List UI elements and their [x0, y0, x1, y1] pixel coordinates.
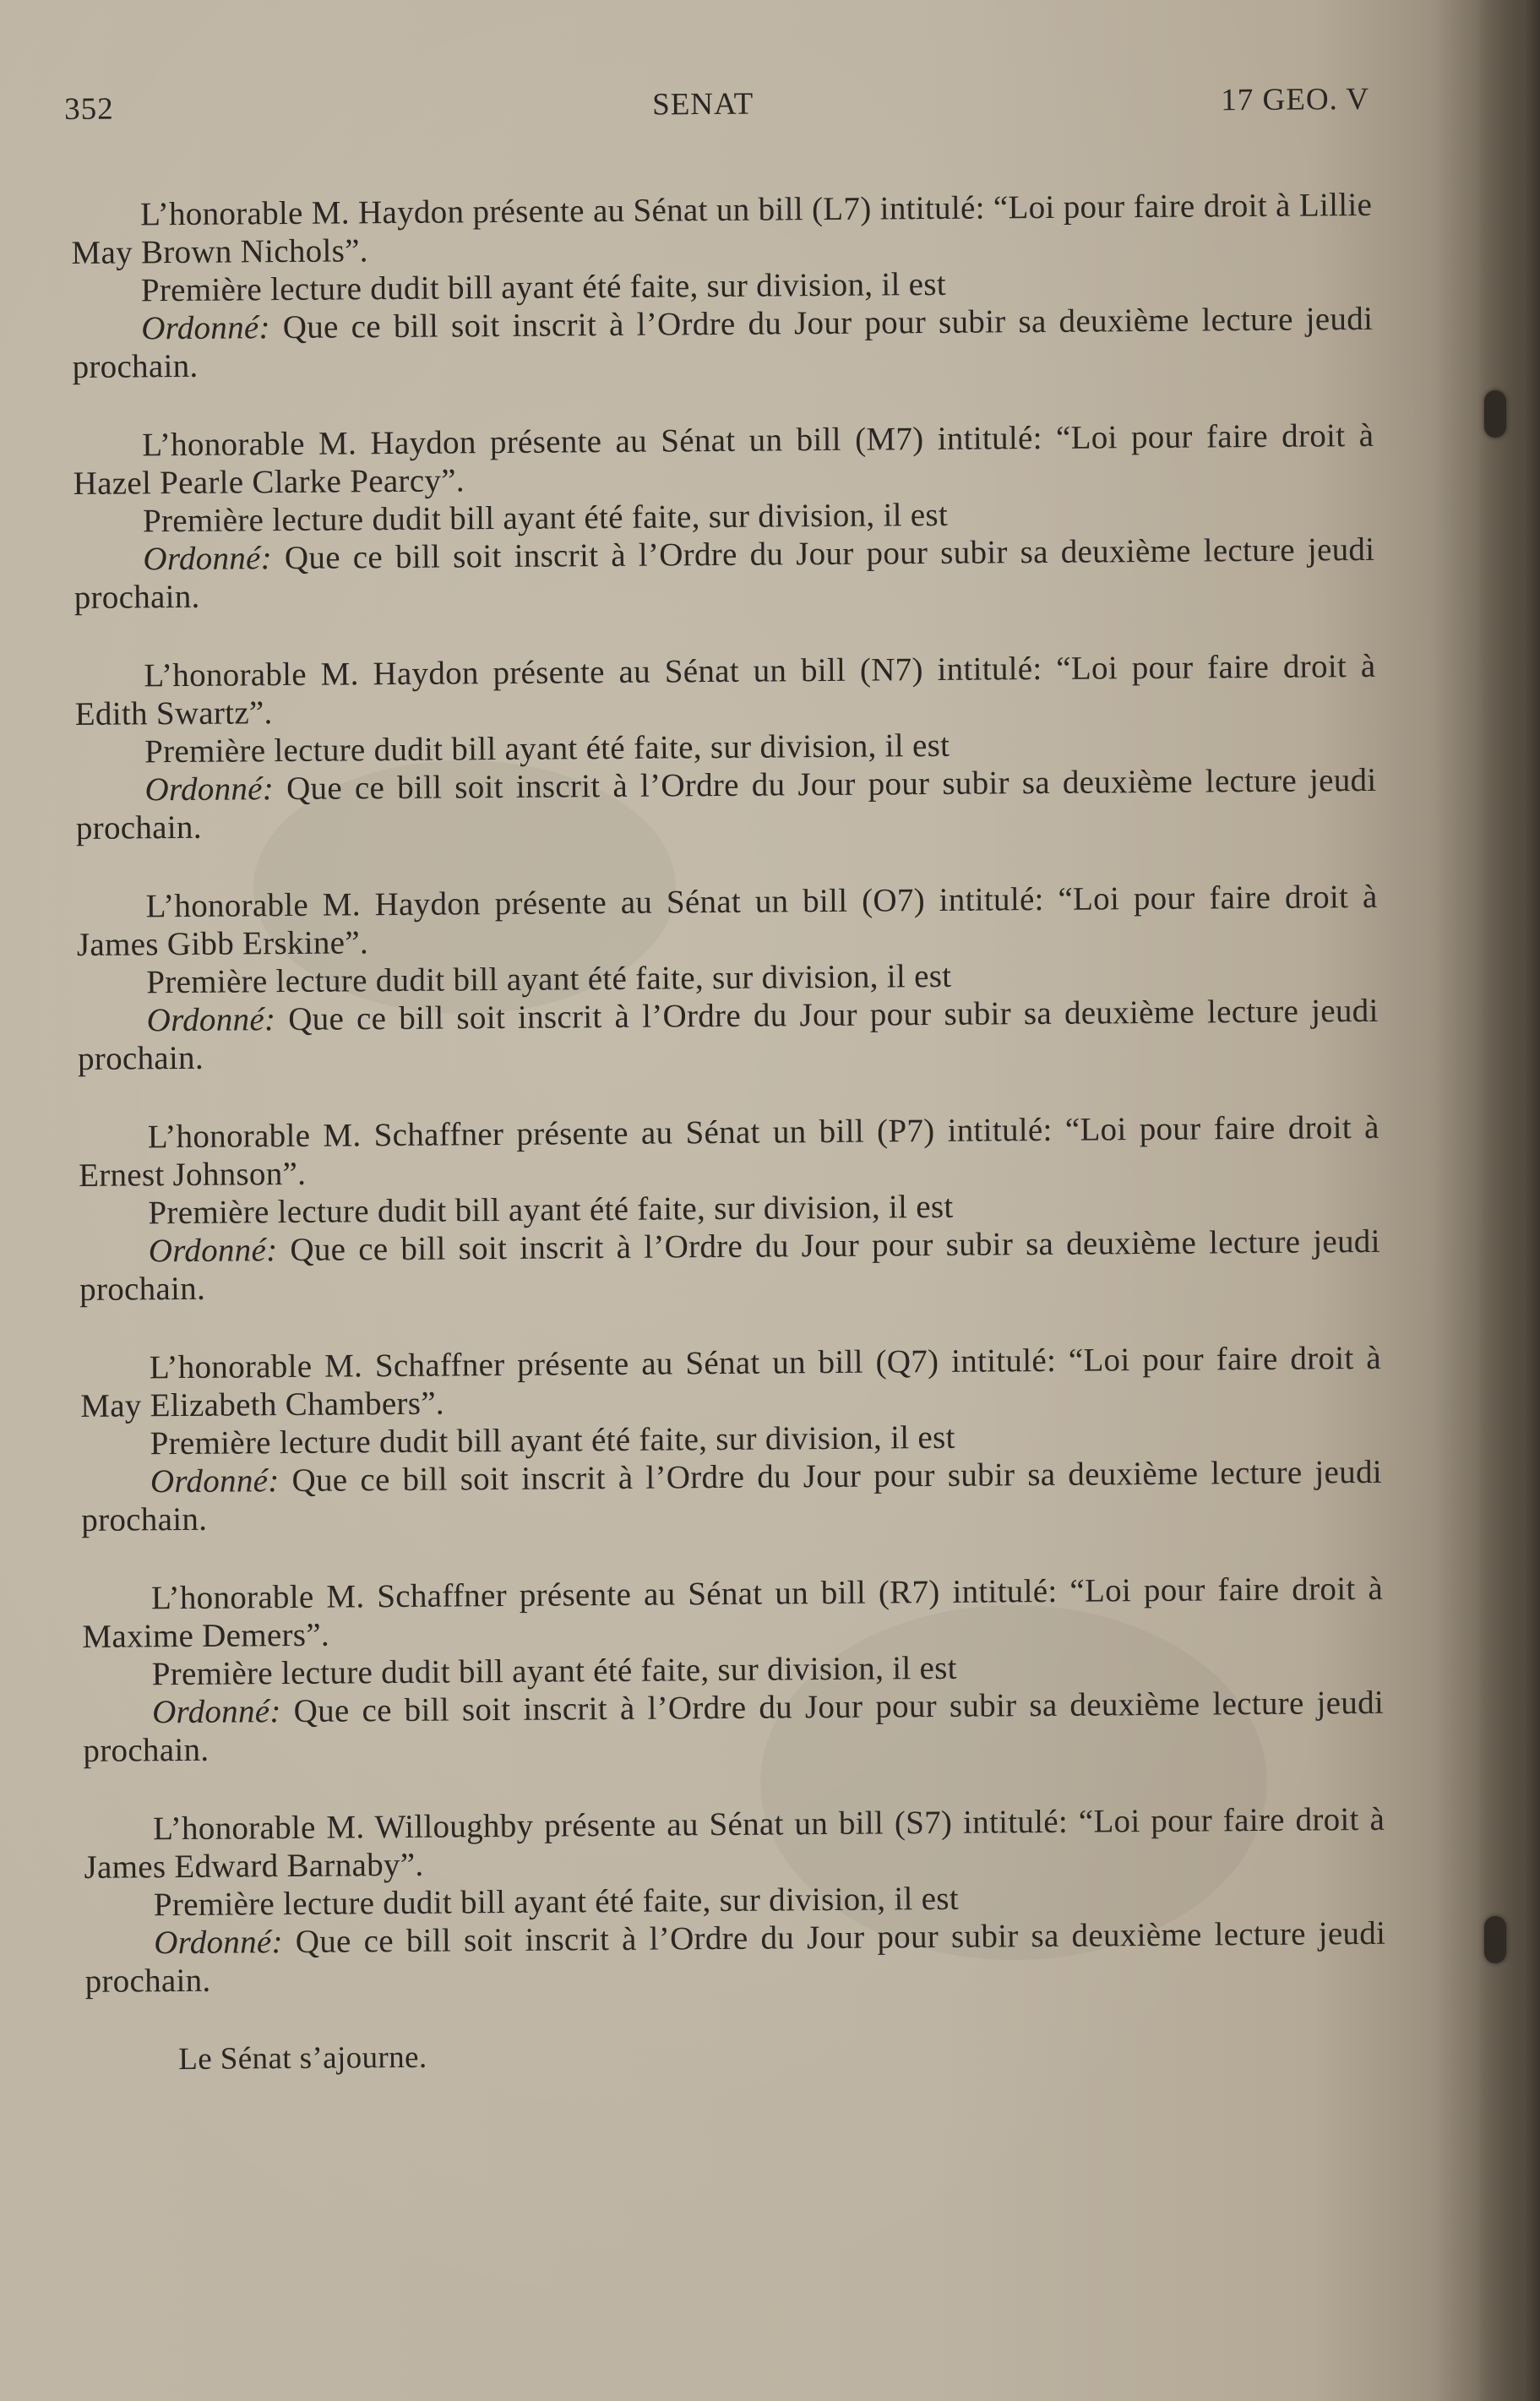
bill-entry [80, 1339, 1383, 1539]
order-paragraph [73, 531, 1375, 617]
page-number: 352 [64, 91, 114, 127]
order-paragraph [84, 1914, 1386, 2001]
header-regnal-year: 17 GEO. V [1221, 81, 1370, 118]
bill-entry [84, 1800, 1386, 2001]
bill-introduction: L’honorable M. Schaffner présente au Sénat un bill (P7) intitulé: “Loi pour faire droit à Ernest Johnson”. [78, 1108, 1379, 1194]
bill-introduction: L’honorable M. Haydon présente au Sénat un bill (L7) intitulé: “Loi pour faire droit à Lillie May Brown Nichols”. [71, 186, 1373, 271]
adjournment-line: Le Sénat s’ajourne. [178, 2039, 427, 2077]
bill-introduction: L’honorable M. Haydon présente au Sénat un bill (M7) intitulé: “Loi pour faire droit à Hazel Pearle Clarke Pearcy”. [73, 416, 1374, 502]
bill-entry [73, 416, 1375, 617]
bill-entry [76, 878, 1379, 1078]
bill-entry [82, 1570, 1385, 1770]
order-label: Ordonné: [141, 309, 270, 347]
first-reading-note: Première lecture dudit bill ayant été faite, sur division, il est [142, 496, 949, 540]
order-text: Que ce bill soit inscrit à l’Ordre du Jour pour subir sa deuxième lecture jeudi prochain. [72, 300, 1374, 385]
first-reading-note: Première lecture dudit bill ayant été faite, sur division, il est [150, 1418, 955, 1462]
order-label: Ordonné: [150, 1462, 280, 1500]
binding-ring [1484, 390, 1506, 438]
bill-introduction: L’honorable M. Haydon présente au Sénat un bill (O7) intitulé: “Loi pour faire droit à James Gibb Erskine”. [76, 878, 1378, 963]
order-paragraph [75, 761, 1377, 847]
order-label: Ordonné: [148, 1232, 278, 1270]
order-text: Que ce bill soit inscrit à l’Ordre du Jour pour subir sa deuxième lecture jeudi prochain. [79, 1222, 1380, 1308]
running-header [64, 81, 1369, 135]
bill-entry [74, 647, 1377, 847]
first-reading-note: Première lecture dudit bill ayant été faite, sur division, il est [151, 1649, 957, 1693]
order-label: Ordonné: [151, 1693, 281, 1731]
book-spine-edge [1477, 0, 1540, 2401]
bill-introduction: L’honorable M. Schaffner présente au Sénat un bill (Q7) intitulé: “Loi pour faire droit à May Elizabeth Chambers”. [80, 1339, 1382, 1424]
order-paragraph [79, 1222, 1381, 1309]
order-paragraph [72, 300, 1374, 386]
order-paragraph [77, 992, 1379, 1078]
bill-introduction: L’honorable M. Willoughby présente au Sénat un bill (S7) intitulé: “Loi pour faire droit à James Edward Barnaby”. [84, 1800, 1385, 1886]
order-text: Que ce bill soit inscrit à l’Ordre du Jour pour subir sa deuxième lecture jeudi prochain. [73, 531, 1375, 616]
first-reading-note: Première lecture dudit bill ayant été faite, sur division, il est [153, 1880, 960, 1924]
order-text: Que ce bill soit inscrit à l’Ordre du Jour pour subir sa deuxième lecture jeudi prochain. [75, 761, 1377, 847]
bill-entry [79, 1108, 1381, 1309]
order-text: Que ce bill soit inscrit à l’Ordre du Jour pour subir sa deuxième lecture jeudi prochain. [84, 1914, 1386, 2000]
order-text: Que ce bill soit inscrit à l’Ordre du Jour pour subir sa deuxième lecture jeudi prochain. [77, 992, 1379, 1077]
bill-introduction: L’honorable M. Haydon présente au Sénat un bill (N7) intitulé: “Loi pour faire droit à Edith Swartz”. [74, 647, 1376, 732]
header-title: SENAT [651, 86, 754, 122]
first-reading-note: Première lecture dudit bill ayant été faite, sur division, il est [148, 1188, 954, 1232]
order-text: Que ce bill soit inscrit à l’Ordre du Jour pour subir sa deuxième lecture jeudi prochain. [83, 1684, 1385, 1769]
first-reading-note: Première lecture dudit bill ayant été faite, sur division, il est [140, 265, 947, 309]
bill-entry [71, 186, 1374, 386]
order-label: Ordonné: [143, 540, 273, 578]
first-reading-note: Première lecture dudit bill ayant été faite, sur division, il est [144, 727, 950, 770]
order-label: Ordonné: [154, 1924, 284, 1962]
order-label: Ordonné: [146, 1001, 276, 1039]
bill-introduction: L’honorable M. Schaffner présente au Sénat un bill (R7) intitulé: “Loi pour faire droit à Maxime Demers”. [82, 1570, 1384, 1655]
binding-ring [1484, 1916, 1506, 1963]
order-text: Que ce bill soit inscrit à l’Ordre du Jour pour subir sa deuxième lecture jeudi prochain. [81, 1453, 1383, 1538]
order-paragraph [83, 1684, 1385, 1770]
order-label: Ordonné: [144, 770, 275, 808]
order-paragraph [81, 1453, 1383, 1539]
journal-body [71, 186, 1386, 2079]
first-reading-note: Première lecture dudit bill ayant été faite, sur division, il est [146, 957, 952, 1001]
